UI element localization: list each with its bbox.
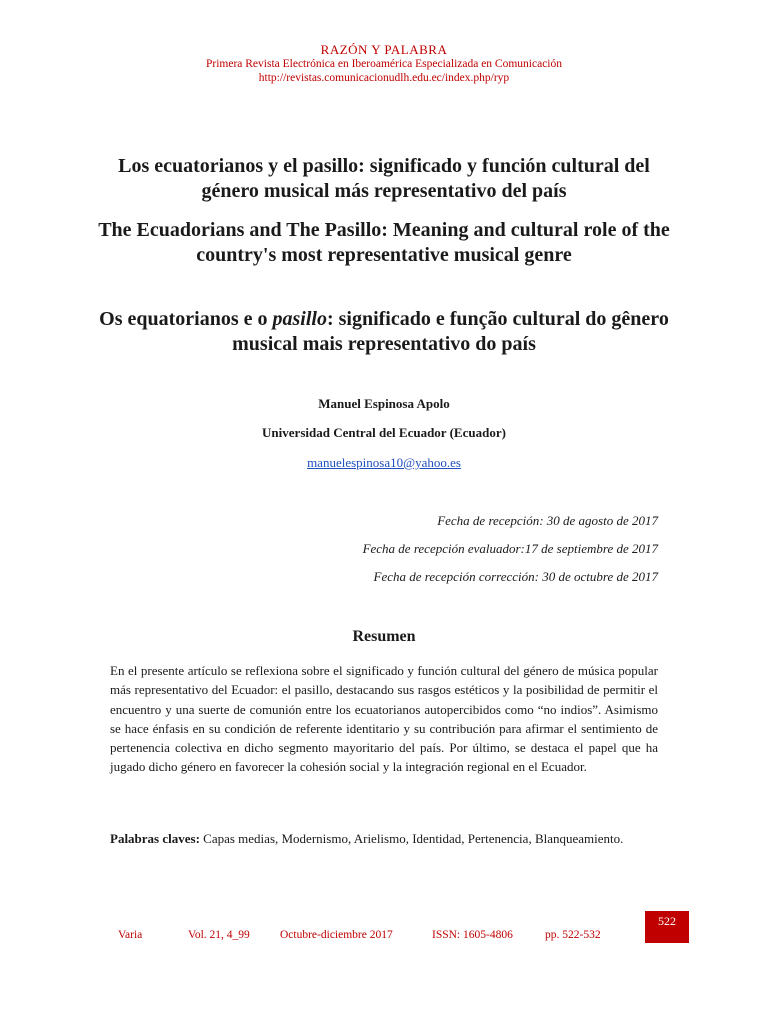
title-portuguese-italic: pasillo (272, 308, 327, 330)
abstract-heading: Resumen (352, 628, 416, 645)
abstract-text: En el presente artículo se reflexiona sobre el significado y función cultural del género de música popular más representativo del Ecuador: el pasillo, destacando sus rasgos estéticos y la posibilidad de permitir el encuentro y una suerte de comunión entre los ecuatorianos autopercibidos como “no indios”. Asimismo se hace énfasis en su condición de referente identitario y su contribución para afirmar el sentimiento de pertenencia colectiva en dicho segmento mayoritario del país. Por último, se destaca el papel que ha jugado dicho género en favorecer la cohesión social y la integración regional en el Ecuador. (110, 663, 658, 775)
title-portuguese-part1: Os equatorianos e o (99, 308, 273, 330)
date-correction: Fecha de recepción corrección: 30 de octubre de 2017 (373, 569, 658, 584)
date-evaluator: Fecha de recepción evaluador:17 de septiembre de 2017 (362, 541, 658, 556)
journal-subtitle: Primera Revista Electrónica en Iberoamérica Especializada en Comunicación (205, 58, 563, 70)
keywords (110, 829, 658, 848)
author-affiliation: Universidad Central del Ecuador (Ecuador) (262, 425, 506, 440)
footer-section: Varia (118, 929, 143, 941)
footer-volume: Vol. 21, 4_99 (188, 929, 250, 941)
author-email-link[interactable]: manuelespinosa10@yahoo.es (307, 455, 461, 470)
title-spanish: Los ecuatorianos y el pasillo: significado y función cultural del género musical más representativo del país (118, 155, 650, 202)
footer-period: Octubre-diciembre 2017 (280, 929, 393, 941)
title-portuguese (90, 307, 678, 357)
page-number-badge: 522 (645, 911, 689, 943)
title-portuguese-part2: : significado e função cultural do gênero musical mais representativo do país (232, 308, 669, 355)
date-reception: Fecha de recepción: 30 de agosto de 2017 (437, 513, 658, 528)
footer-issn: ISSN: 1605-4806 (432, 929, 513, 941)
author-name: Manuel Espinosa Apolo (318, 396, 450, 411)
footer-pages: pp. 522-532 (545, 929, 601, 941)
title-english: The Ecuadorians and The Pasillo: Meaning and cultural role of the country's most representative musical genre (98, 219, 670, 266)
journal-header (0, 42, 768, 85)
journal-url[interactable]: http://revistas.comunicacionudlh.edu.ec/index.php/ryp (258, 72, 510, 84)
keywords-list: Capas medias, Modernismo, Arielismo, Identidad, Pertenencia, Blanqueamiento. (199, 831, 624, 846)
author-email-row (0, 455, 768, 471)
keywords-label: Palabras claves: (110, 831, 200, 846)
journal-name: RAZÓN Y PALABRA (320, 42, 448, 57)
